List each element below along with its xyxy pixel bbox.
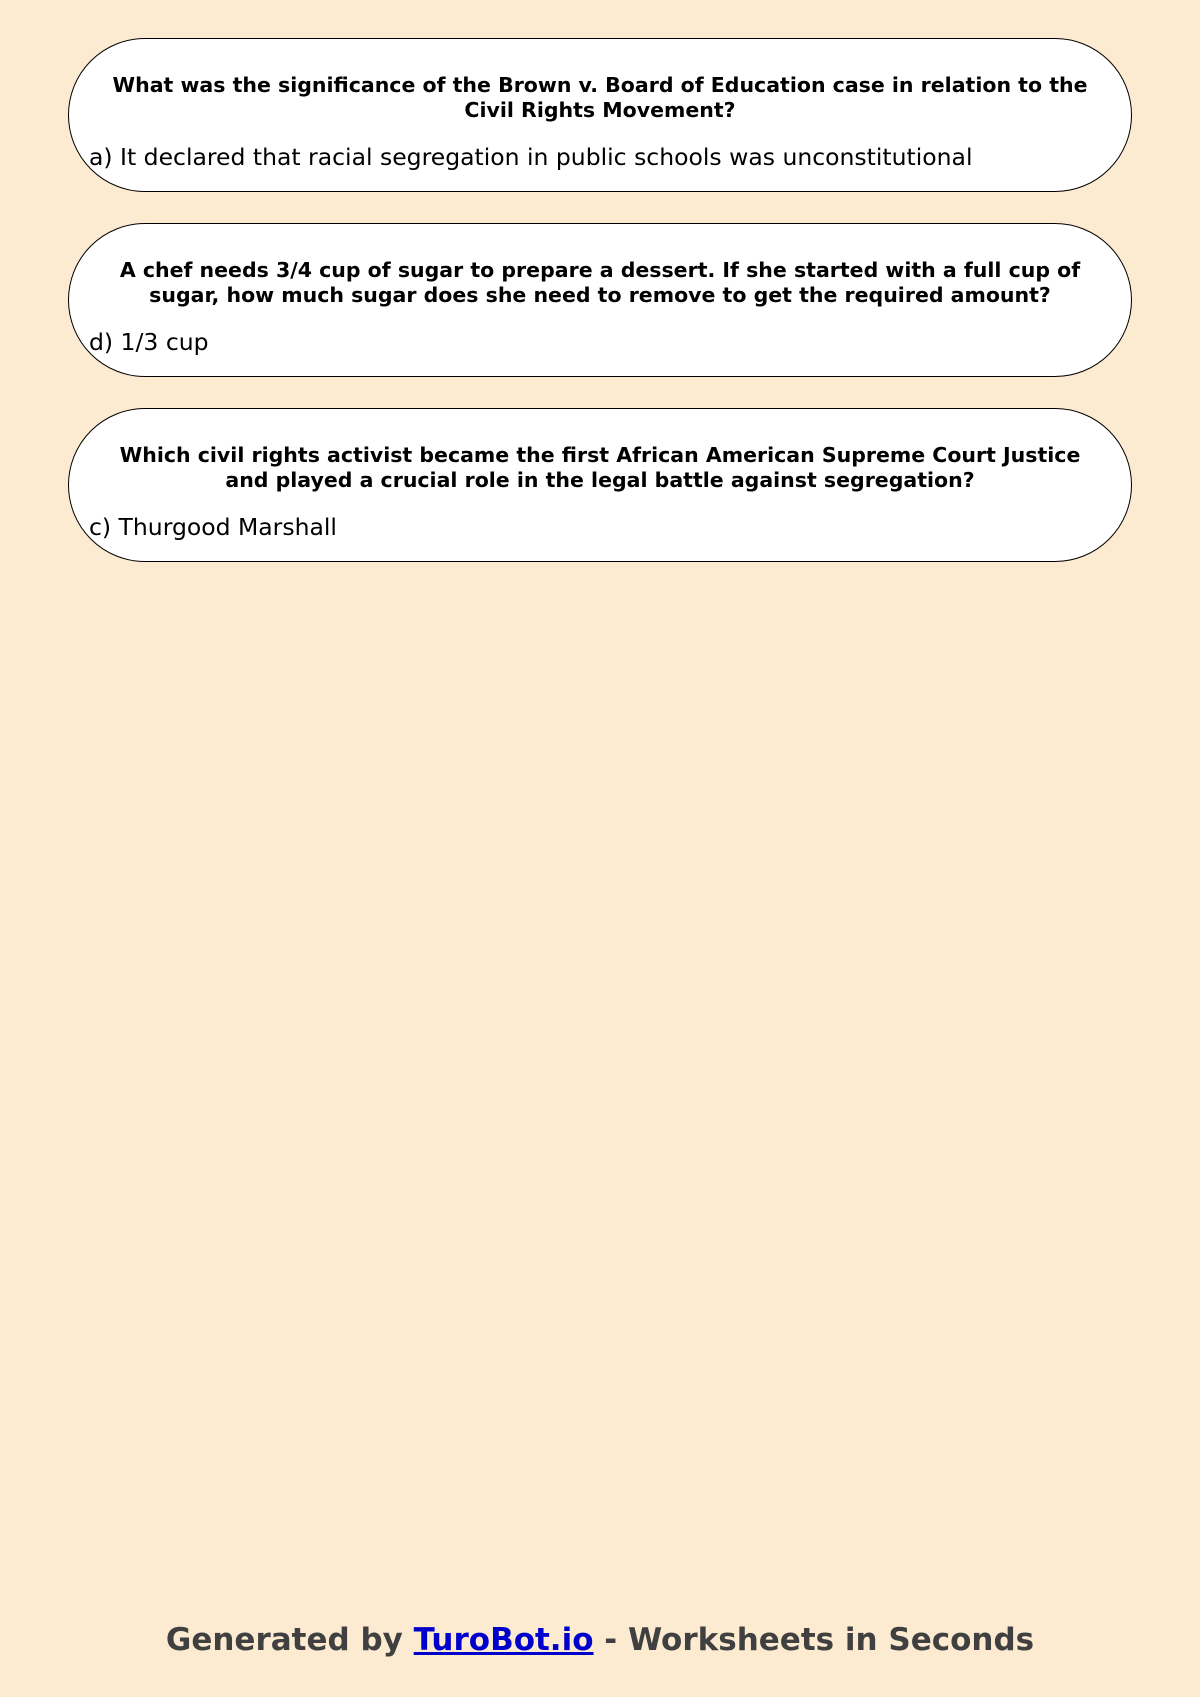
footer-suffix: - Worksheets in Seconds	[593, 1622, 1035, 1658]
question-text: Which civil rights activist became the first African American Supreme Court Justice and played a crucial role in the legal battle against segregation?	[119, 443, 1081, 492]
footer-credit	[0, 1620, 1200, 1660]
answer-text: d) 1/3 cup	[89, 328, 209, 356]
turobot-link[interactable]: TuroBot.io	[413, 1622, 594, 1658]
answer-text: a) It declared that racial segregation in public schools was unconstitutional	[89, 143, 973, 171]
question-card-list	[68, 38, 1132, 593]
answer-text: c) Thurgood Marshall	[89, 513, 337, 541]
question-card-3	[68, 408, 1132, 562]
question-card-2	[68, 223, 1132, 377]
question-text: A chef needs 3/4 cup of sugar to prepare a dessert. If she started with a full cup of sugar, how much sugar does she need to remove to get the required amount?	[119, 258, 1081, 307]
question-card-1	[68, 38, 1132, 192]
footer-prefix: Generated by	[165, 1622, 414, 1658]
question-text: What was the significance of the Brown v. Board of Education case in relation to the Civil Rights Movement?	[112, 73, 1088, 122]
